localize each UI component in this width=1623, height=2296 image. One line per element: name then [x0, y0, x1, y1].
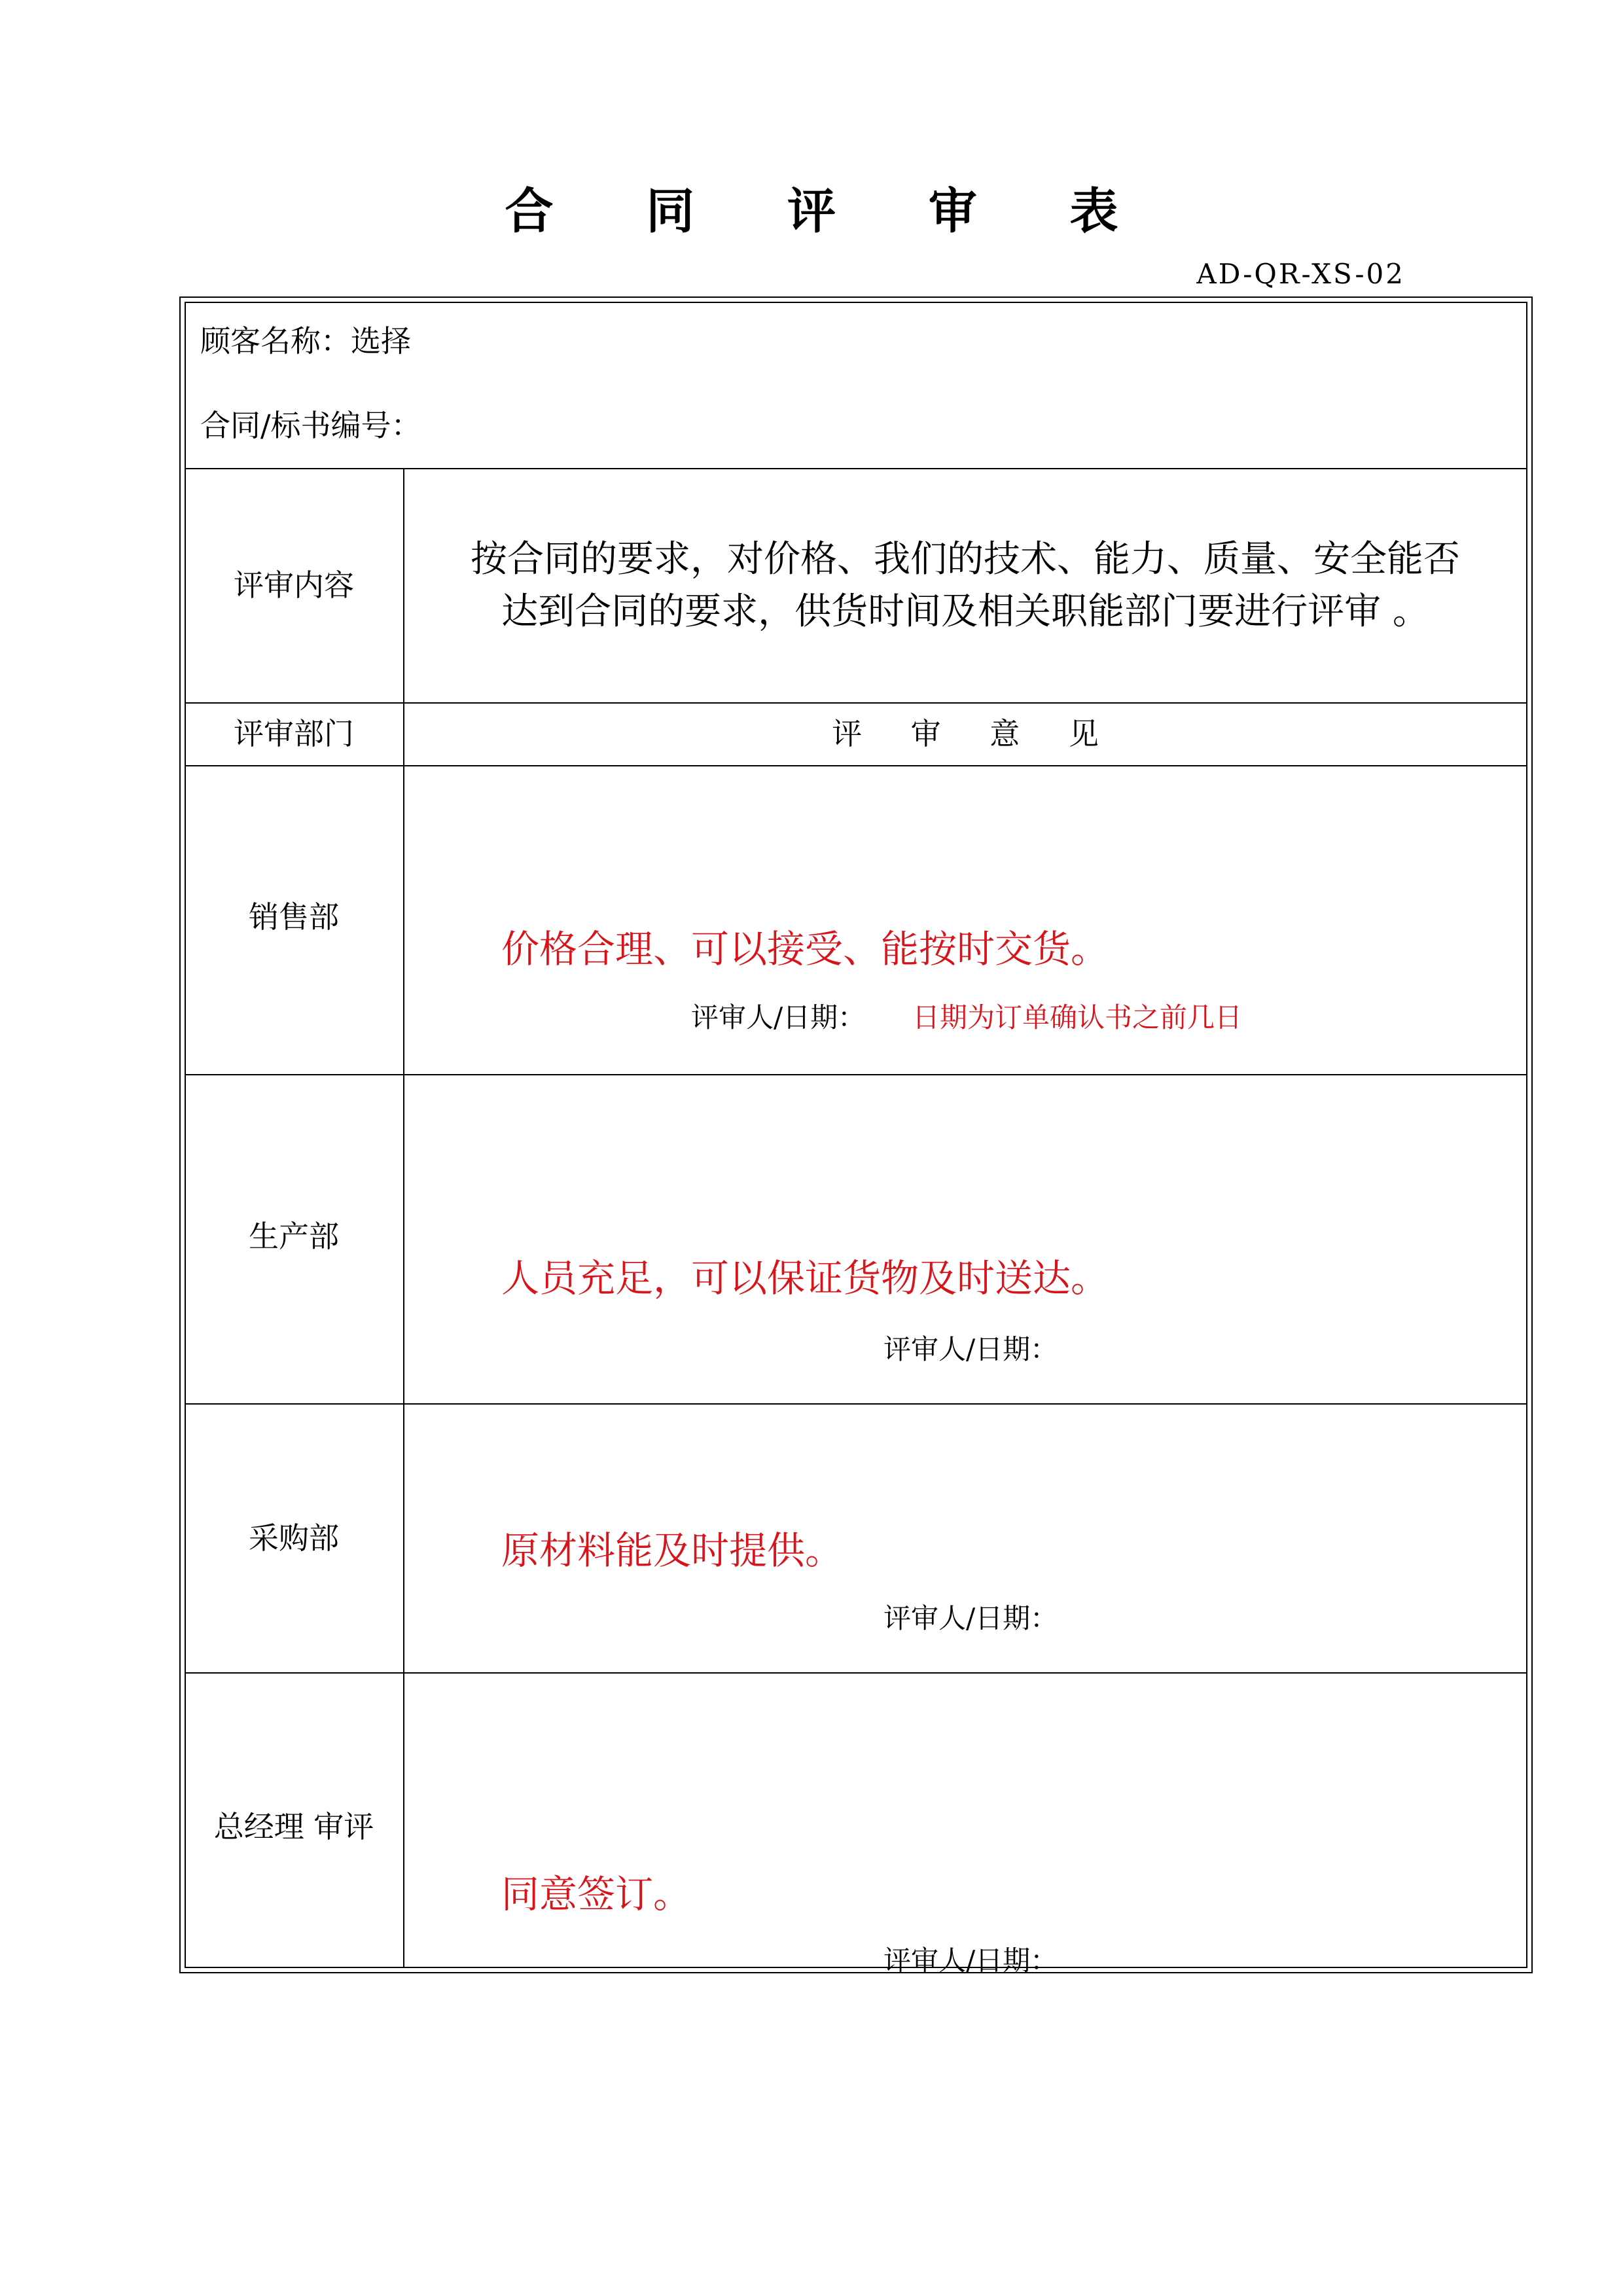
purchasing-reviewer-date-label: 评审人/日期： — [883, 1602, 1058, 1634]
production-reviewer-date-label: 评审人/日期： — [883, 1333, 1058, 1365]
review-form — [179, 296, 1533, 1977]
gm-reviewer-date-label: 评审人/日期： — [883, 1945, 1058, 1977]
review-content-line-2: 达到合同的要求，供货时间及相关职能部门要进行评审 。 — [501, 590, 1429, 633]
review-form-table — [185, 302, 1527, 1977]
dept-column-header: 评审部门 — [234, 716, 354, 751]
sales-opinion[interactable]: 价格合理、可以接受、能按时交货。 — [501, 927, 1109, 971]
customer-name-value[interactable]: 选择 — [351, 323, 411, 359]
review-content-text — [404, 533, 1526, 638]
row-divider — [186, 1672, 1526, 1674]
production-opinion[interactable]: 人员充足，可以保证货物及时送达。 — [501, 1256, 1109, 1300]
gm-opinion[interactable]: 同意签订。 — [501, 1872, 692, 1916]
row-divider — [186, 765, 1526, 766]
row-divider — [186, 1074, 1526, 1075]
document-code: AD-QR-XS-02 — [1196, 258, 1405, 290]
customer-name-label: 顾客名称： — [200, 323, 351, 359]
gm-review-label: 总经理 审评 — [213, 1809, 374, 1844]
review-content-line-1: 按合同的要求，对价格、我们的技术、能力、质量、安全能否 — [471, 538, 1460, 581]
opinion-column-header: 评 审 意 见 — [832, 716, 1118, 751]
purchasing-opinion[interactable]: 原材料能及时提供。 — [501, 1528, 844, 1573]
sales-reviewer-note: 日期为订单确认书之前几日 — [912, 1001, 1243, 1033]
purchasing-dept-label: 采购部 — [249, 1520, 339, 1556]
production-dept-label: 生产部 — [249, 1219, 339, 1254]
sales-reviewer-date-label: 评审人/日期： — [691, 1001, 866, 1033]
row-divider — [186, 1403, 1526, 1405]
sales-dept-label: 销售部 — [249, 899, 339, 935]
review-content-label: 评审内容 — [234, 567, 354, 603]
row-divider — [186, 702, 1526, 704]
customer-name-field[interactable] — [200, 323, 411, 359]
form-title: 合 同 评 审 表 — [505, 183, 1156, 240]
contract-number-label: 合同/标书编号： — [200, 408, 421, 443]
column-divider — [403, 468, 404, 1967]
row-divider — [186, 468, 1526, 469]
